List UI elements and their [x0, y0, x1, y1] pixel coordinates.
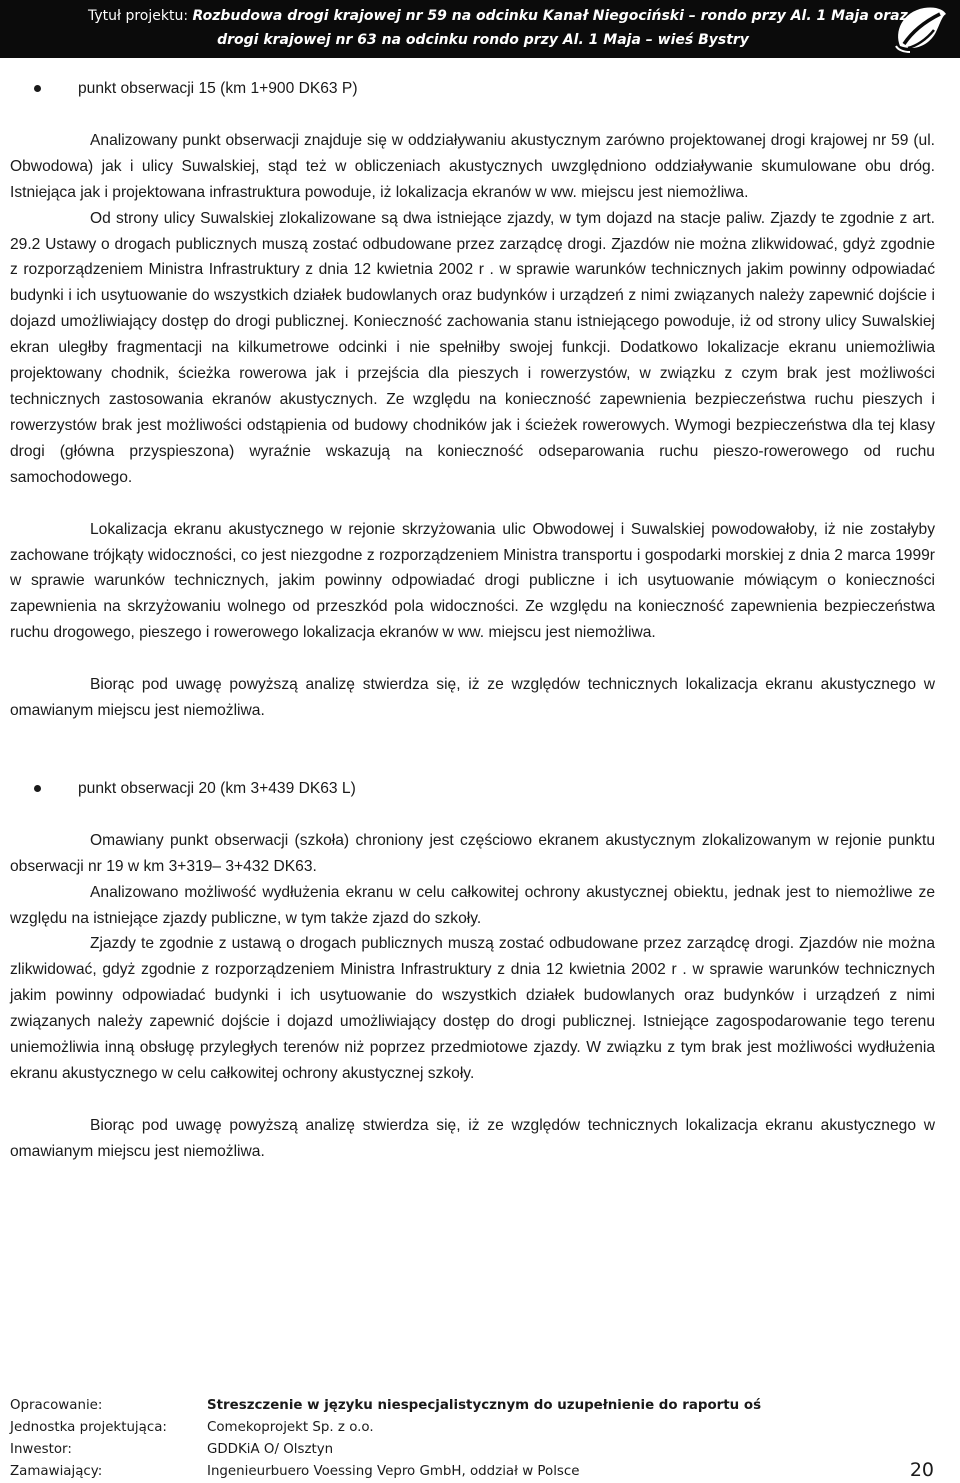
footer-row — [10, 1439, 950, 1461]
leaf-logo-icon — [890, 2, 950, 56]
paragraph: Biorąc pod uwagę powyższą analizę stwierdza się, iż ze względów technicznych lokalizacja ekranu akustycznego w omawianym miejscu jest niemożliwa. — [10, 1116, 935, 1160]
header-title-line1 — [88, 6, 908, 26]
list-item — [10, 76, 935, 102]
bullet-icon — [34, 785, 41, 792]
paragraph: Zjazdy te zgodnie z ustawą o drogach publicznych muszą zostać odbudowane przez zarządcę drogi. Zjazdów nie można zlikwidować, gdyż zgodnie z rozporządzeniem Ministra Infrastruktury z dnia 12 kwietnia 2002 r . w sprawie warunków technicznych jakim powinny odpowiadać budynki i ich usytuowanie do wszystkich działek budowlanych oraz budynków i urządzeń z nimi związanych należy zapewnić dojście i dojazd umożliwiający dostęp do drogi publicznej. Istniejące zagospodarowanie tego terenu uniemożliwia inną obsługę przyległych terenów niż poprzez przedmiotowe zjazdy. W związku z tym brak jest możliwości wydłużenia ekranu akustycznego w celu całkowitej ochrony akustycznej szkoły. — [10, 935, 935, 1082]
list-item — [10, 776, 935, 802]
bullet-icon — [34, 85, 41, 92]
page-header — [0, 0, 960, 58]
footer-label: Opracowanie: — [10, 1398, 103, 1413]
footer-row — [10, 1417, 950, 1439]
page-footer — [10, 1395, 950, 1483]
footer-value: GDDKiA O/ Olsztyn — [207, 1442, 334, 1457]
footer-label: Inwestor: — [10, 1442, 72, 1457]
footer-row — [10, 1461, 950, 1483]
footer-row — [10, 1395, 950, 1417]
list-item-text: punkt obserwacji 15 (km 1+900 DK63 P) — [78, 80, 358, 97]
paragraph: Od strony ulicy Suwalskiej zlokalizowane są dwa istniejące zjazdy, w tym dojazd na stacje paliw. Zjazdy te zgodnie z art. 29.2 Ustawy o drogach publicznych muszą zostać odbudowane przez zarządcę drogi. Zjazdów nie można zlikwidować, gdyż zgodnie z rozporządzeniem Ministra Infrastruktury z dnia 12 kwietnia 2002 r . w sprawie warunków technicznych jakim powinny odpowiadać budynki i ich usytuowanie do wszystkich działek budowlanych oraz budynków i urządzeń z nimi związanych należy zapewnić dojście i dojazd umożliwiający dostęp do drogi publicznej. Konieczność zachowania stanu istniejącego powoduje, iż od strony ulicy Suwalskiej ekran uległby fragmentacji na kilkumetrowe odcinki i nie spełniłby swojej funkcji. Dodatkowo lokalizacje ekranu uniemożliwia projektowany chodnik, ścieżka rowerowa jak i przejścia dla pieszych i rowerzystów, w związku z czym brak jest możliwości technicznych zastosowania ekranów akustycznych. Ze względu na konieczność zapewnienia bezpieczeństwa ruchu pieszych i rowerzystów brak jest możliwości odstąpienia od budowy chodników jak i ścieżek rowerowych. Wymogi bezpieczeństwa dla tej klasy drogi (główna przyspieszona) wyraźnie wskazują na konieczność odseparowania ruchu pieszo-rowerowego od ruchu samochodowego. — [10, 209, 935, 486]
header-title-prefix: Tytuł projektu: — [88, 8, 193, 24]
footer-value: Comekoprojekt Sp. z o.o. — [207, 1420, 374, 1435]
footer-value: Ingenieurbuero Voessing Vepro GmbH, oddział w Polsce — [207, 1464, 580, 1479]
paragraph: Biorąc pod uwagę powyższą analizę stwierdza się, iż ze względów technicznych lokalizacja ekranu akustycznego w omawianym miejscu jest niemożliwa. — [10, 676, 935, 720]
footer-label: Zamawiający: — [10, 1464, 103, 1479]
header-title-line2: drogi krajowej nr 63 na odcinku rondo przy Al. 1 Maja – wieś Bystry — [217, 32, 749, 48]
page-number: 20 — [909, 1459, 934, 1481]
header-title-text: Rozbudowa drogi krajowej nr 59 na odcinku Kanał Niegociński – rondo przy Al. 1 Maja oraz — [192, 8, 908, 24]
footer-label: Jednostka projektująca: — [10, 1420, 167, 1435]
paragraph: Analizowano możliwość wydłużenia ekranu w celu całkowitej ochrony akustycznej obiektu, jednak jest to niemożliwe ze względu na istniejące zjazdy publiczne, w tym także zjazd do szkoły. — [10, 883, 935, 927]
footer-value: Streszczenie w języku niespecjalistycznym do uzupełnienie do raportu oś — [207, 1398, 762, 1413]
paragraph: Analizowany punkt obserwacji znajduje się w oddziaływaniu akustycznym zarówno projektowanej drogi krajowej nr 59 (ul. Obwodowa) jak i ulicy Suwalskiej, stąd też w obliczeniach akustycznych uwzględniono oddziaływanie skumulowane obu dróg. Istniejąca jak i projektowana infrastruktura powoduje, iż lokalizacja ekranów w ww. miejscu jest niemożliwa. — [10, 131, 935, 201]
document-body — [10, 76, 935, 1165]
paragraph: Omawiany punkt obserwacji (szkoła) chroniony jest częściowo ekranem akustycznym zlokalizowanym w rejonie punktu obserwacji nr 19 w km 3+319– 3+432 DK63. — [10, 831, 935, 875]
paragraph: Lokalizacja ekranu akustycznego w rejonie skrzyżowania ulic Obwodowej i Suwalskiej powodowałoby, iż nie zostałyby zachowane trójkąty widoczności, co jest niezgodne z rozporządzeniem Ministra transportu i gospodarki morskiej z dnia 2 marca 1999r w sprawie warunków technicznych, jakim powinny odpowiadać drogi publiczne i ich usytuowanie mówiącym o konieczności zapewnienia na skrzyżowaniu wolnego od przeszkód pola widoczności. Ze względu na konieczność zapewnienia bezpieczeństwa ruchu drogowego, pieszego i rowerowego lokalizacja ekranów w ww. miejscu jest niemożliwa. — [10, 520, 935, 642]
list-item-text: punkt obserwacji 20 (km 3+439 DK63 L) — [78, 779, 356, 797]
